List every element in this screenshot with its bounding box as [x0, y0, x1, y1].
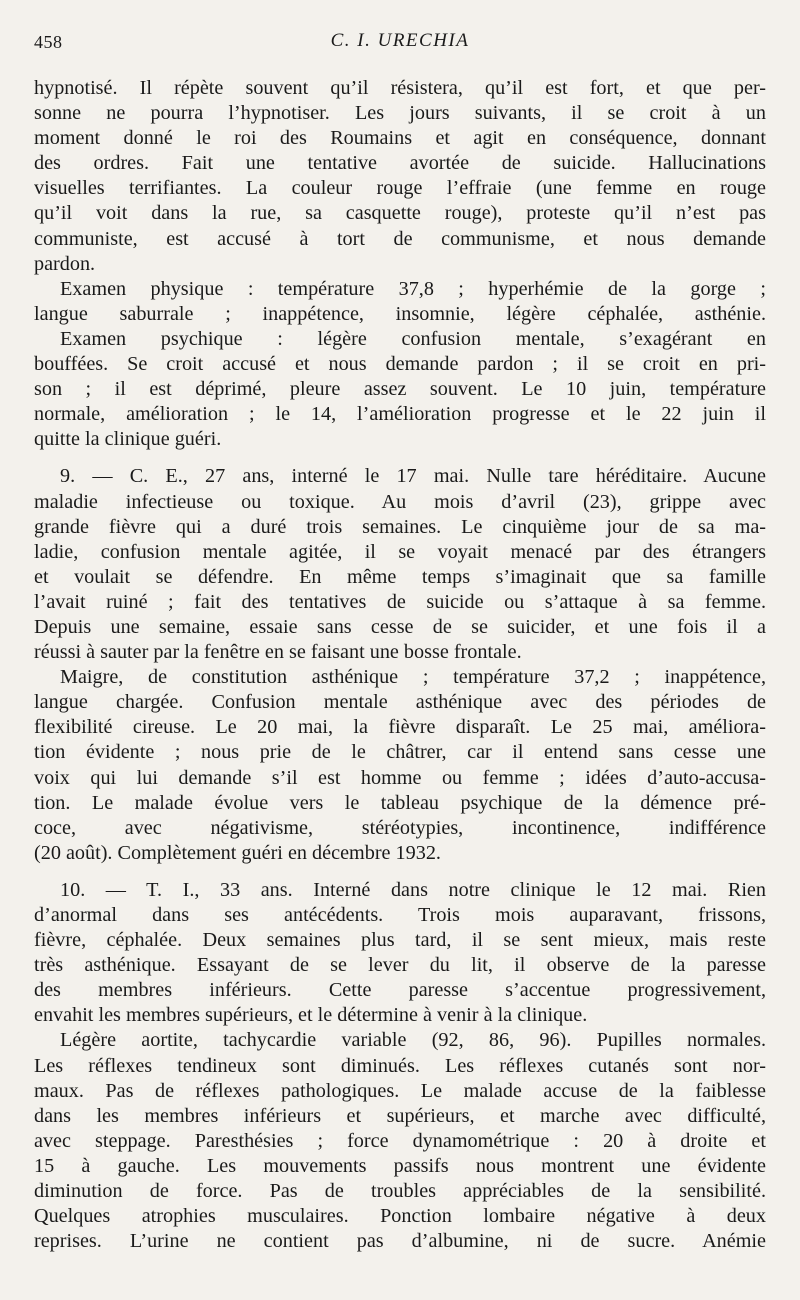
text-line: diminution de force. Pas de troubles appréciables de la sensibilité. — [34, 1180, 766, 1203]
text-line: langue chargée. Confusion mentale asthénique avec des périodes de — [34, 691, 766, 714]
text-line: 15 à gauche. Les mouvements passifs nous montrent une évidente — [34, 1154, 766, 1177]
paragraph-case-10 — [34, 878, 766, 1029]
text-line: fièvre, céphalée. Deux semaines plus tard, il se sent mieux, mais reste — [34, 929, 766, 952]
text-line: dans les membres inférieurs et supérieurs, et marche avec difficulté, — [34, 1104, 766, 1127]
text-line: son ; il est déprimé, pleure assez souvent. Le 10 juin, température — [34, 378, 766, 401]
text-line: sonne ne pourra l’hypnotiser. Les jours suivants, il se croit à un — [34, 102, 766, 125]
running-head: C. I. URECHIA — [330, 30, 470, 51]
text-line: visuelles terrifiantes. La couleur rouge l’effraie (une femme en rouge — [34, 177, 766, 200]
text-line: 9. — C. E., 27 ans, interné le 17 mai. Nulle tare héréditaire. Aucune — [60, 465, 766, 488]
text-line: bouffées. Se croit accusé et nous demande pardon ; il se croit en pri- — [34, 353, 766, 376]
text-line: avec steppage. Paresthésies ; force dynamométrique : 20 à droite et — [34, 1129, 766, 1152]
text-line: moment donné le roi des Roumains et agit en conséquence, donnant — [34, 127, 766, 150]
text-line: Les réflexes tendineux sont diminués. Les réflexes cutanés sont nor- — [34, 1054, 766, 1077]
text-line: Maigre, de constitution asthénique ; température 37,2 ; inappétence, — [60, 666, 766, 689]
text-line: qu’il voit dans la rue, sa casquette rouge), proteste qu’il n’est pas — [34, 202, 766, 225]
page-number: 458 — [34, 32, 63, 52]
text-line: envahit les membres supérieurs, et le détermine à venir à la clinique. — [34, 1004, 588, 1027]
text-line: tion évidente ; nous prie de le châtrer, car il entend sans cesse une — [34, 741, 766, 764]
page-header — [0, 28, 800, 62]
text-line: maux. Pas de réflexes pathologiques. Le malade accuse de la faiblesse — [34, 1079, 766, 1102]
text-line: reprises. L’urine ne contient pas d’albumine, ni de sucre. Anémie — [34, 1230, 766, 1253]
text-line: coce, avec négativisme, stéréotypies, incontinence, indifférence — [34, 816, 766, 839]
text-line: communiste, est accusé à tort de communisme, et nous demande — [34, 227, 766, 250]
paragraph-case-10-examination — [34, 1028, 766, 1254]
text-line: l’avait ruiné ; fait des tentatives de suicide ou s’attaque à sa femme. — [34, 590, 766, 613]
paragraph-examination — [34, 277, 766, 453]
case-separator — [34, 452, 766, 464]
text-line: Quelques atrophies musculaires. Ponction lombaire négative à deux — [34, 1205, 766, 1228]
text-line: langue saburrale ; inappétence, insomnie, légère céphalée, asthénie. — [34, 302, 766, 325]
text-line: tion. Le malade évolue vers le tableau psychique de la démence pré- — [34, 791, 766, 814]
text-line: Légère aortite, tachycardie variable (92, 86, 96). Pupilles normales. — [60, 1029, 766, 1052]
text-line: (20 août). Complètement guéri en décembre 1932. — [34, 841, 441, 864]
text-line: Depuis une semaine, essaie sans cesse de se suicider, et une fois il a — [34, 615, 766, 638]
text-line: Examen physique : température 37,8 ; hyperhémie de la gorge ; — [60, 277, 766, 300]
text-line: des ordres. Fait une tentative avortée de suicide. Hallucinations — [34, 152, 766, 175]
body-text — [34, 76, 766, 1254]
text-line: des membres inférieurs. Cette paresse s’accentue progressivement, — [34, 979, 766, 1002]
text-line: voix qui lui demande s’il est homme ou femme ; idées d’auto-accusa- — [34, 766, 766, 789]
text-line: d’anormal dans ses antécédents. Trois mois auparavant, frissons, — [34, 904, 766, 926]
text-line: Examen psychique : légère confusion mentale, s’exagérant en — [60, 327, 766, 350]
case-separator — [34, 866, 766, 878]
text-line: réussi à sauter par la fenêtre en se faisant une bosse frontale. — [34, 641, 522, 664]
text-line: pardon. — [34, 252, 96, 275]
paragraph-case-9 — [34, 464, 766, 665]
text-line: très asthénique. Essayant de se lever du lit, il observe de la paresse — [34, 954, 766, 977]
text-line: et voulait se défendre. En même temps s’imaginait que sa famille — [34, 565, 766, 588]
paragraph-hypnosis-case — [34, 76, 766, 277]
text-line: normale, amélioration ; le 14, l’amélioration progresse et le 22 juin il — [34, 403, 766, 426]
text-line: 10. — T. I., 33 ans. Interné dans notre clinique le 12 mai. Rien — [60, 878, 766, 901]
text-line: flexibilité cireuse. Le 20 mai, la fièvre disparaît. Le 25 mai, améliora- — [34, 716, 766, 739]
paragraph-case-9-evolution — [34, 665, 766, 866]
text-line: hypnotisé. Il répète souvent qu’il résistera, qu’il est fort, et que per- — [34, 77, 766, 99]
text-line: quitte la clinique guéri. — [34, 428, 222, 451]
text-line: maladie infectieuse ou toxique. Au mois d’avril (23), grippe avec — [34, 490, 766, 513]
text-line: ladie, confusion mentale agitée, il se voyait menacé par des étrangers — [34, 540, 766, 563]
text-line: grande fièvre qui a duré trois semaines. Le cinquième jour de sa ma- — [34, 515, 766, 538]
